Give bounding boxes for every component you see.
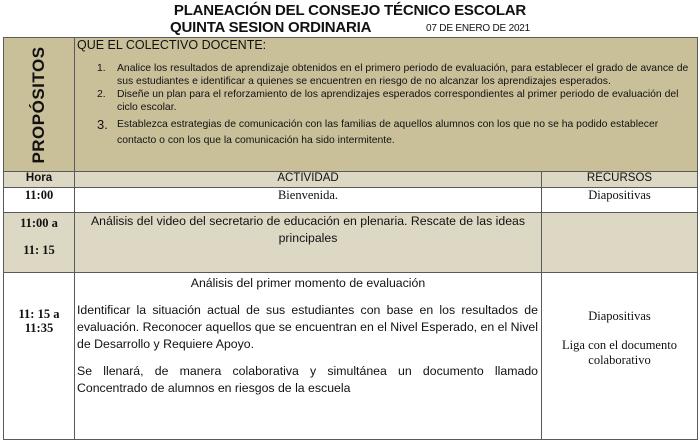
resources-cell: Diapositivas Liga con el documento colaborativo <box>542 273 698 440</box>
table-row <box>4 273 698 440</box>
time-cell: 11:00 a 11: 15 <box>4 213 75 273</box>
time-cell: 11: 15 a 11:35 <box>4 273 75 440</box>
purposes-label-cell <box>4 38 75 172</box>
purpose-item: 3. Establezca estrategias de comunicación con las familias de aquellos alumnos con los que no se ha podido establecer contacto o con los que la comunicación ha sido intermitente. <box>97 117 659 146</box>
activity-description: Identificar la situación actual de sus estudiantes con base en los resultados de evaluación. Reconocer aquellos que se encuentran en el Nivel Esperado, en el Nivel de Desarrollo y Requiere Apoyo. <box>77 303 538 351</box>
column-header-actividad: ACTIVIDAD <box>75 172 542 188</box>
activity-note: Se llenará, de manera colaborativa y simultánea un documento llamado Concentrado de alumnos en riesgos de la escuela <box>77 364 538 395</box>
purposes-label: PROPÓSITOS <box>29 45 48 164</box>
activity-cell: Análisis del video del secretario de educación en plenaria. Rescate de las ideas principales <box>75 213 542 273</box>
time-cell: 11:00 <box>4 188 75 213</box>
resources-cell <box>542 213 698 273</box>
table-row <box>4 213 698 273</box>
purpose-item: 1. Analice los resultados de aprendizaje obtenidos en el primero periodo de evaluación, para establecer el grado de avance de sus estudiantes e identificar a quienes se encuentren en riesgo de no alcanzar los aprendizajes esperados. <box>97 63 689 87</box>
column-header-hora: Hora <box>4 172 75 188</box>
activity-title: Análisis del primer momento de evaluación <box>190 276 426 290</box>
table-row <box>4 188 698 213</box>
column-header-recursos: RECURSOS <box>542 172 698 188</box>
table-header-row <box>4 172 698 188</box>
resources-cell: Diapositivas <box>542 188 698 213</box>
activity-cell <box>75 273 542 440</box>
purposes-list <box>77 62 695 149</box>
document-title: PLANEACIÓN DEL CONSEJO TÉCNICO ESCOLAR <box>173 2 527 19</box>
purposes-row <box>4 38 698 172</box>
purposes-heading: QUE EL COLECTIVO DOCENTE: <box>77 38 267 52</box>
activity-cell: Bienvenida. <box>75 188 542 213</box>
session-subtitle: QUINTA SESION ORDINARIA <box>170 19 372 36</box>
planning-table <box>3 37 698 440</box>
purpose-item: 2. Diseñe un plan para el reforzamiento de los aprendizajes esperados correspondientes al primer periodo de evaluación del ciclo escolar. <box>97 89 679 113</box>
purposes-body-cell <box>75 38 698 172</box>
session-date: 07 DE ENERO DE 2021 <box>426 23 531 34</box>
